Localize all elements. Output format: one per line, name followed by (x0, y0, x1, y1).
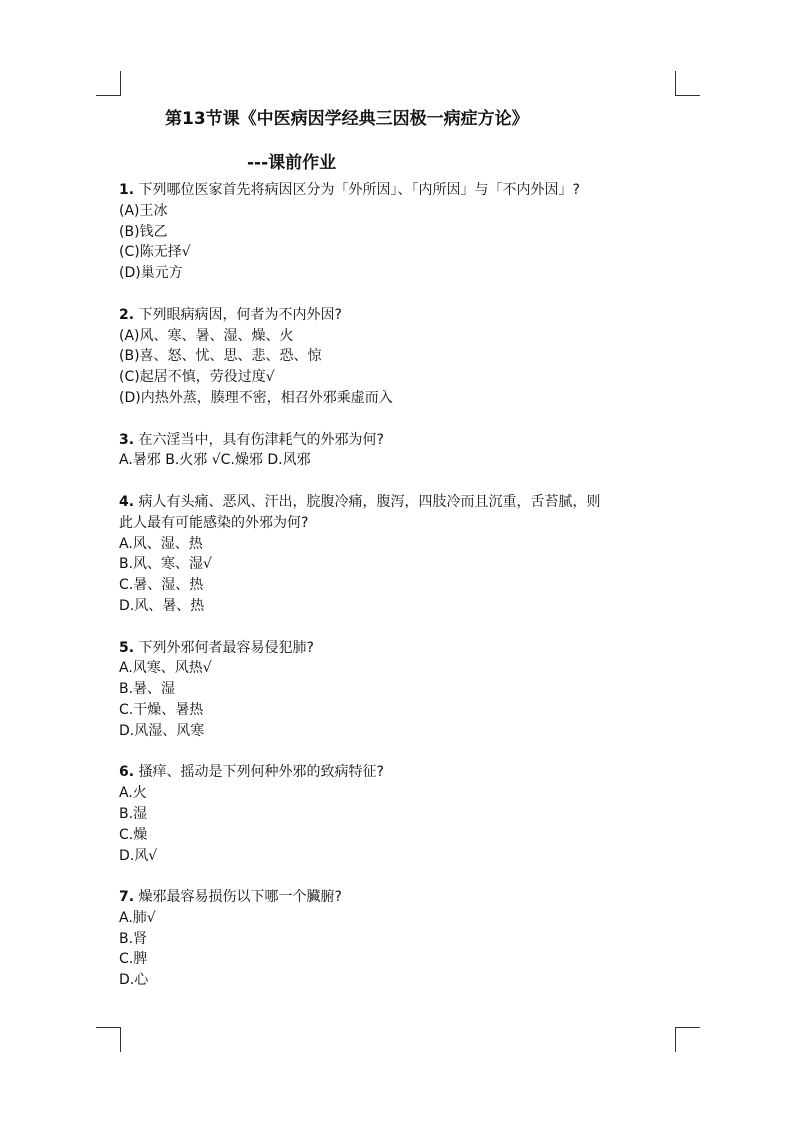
page-title: 第13节课《中医病因学经典三因极一病症方论》 (165, 109, 529, 129)
question-text (119, 430, 679, 451)
question-stem: 搔痒、摇动是下列何种外邪的致病特征? (138, 764, 384, 781)
question-stem: 在六淫当中，具有伤津耗气的外邪为何? (138, 431, 384, 448)
crop-mark-top-right (675, 71, 700, 96)
answer-option: D.风√ (119, 847, 158, 864)
question-number: 4. (119, 493, 135, 510)
question-number: 3. (119, 431, 135, 448)
answer-option: C.干燥、暑热 (119, 701, 204, 718)
question-7 (119, 887, 679, 991)
answer-option: C.暑、湿、热 (119, 577, 204, 594)
answer-option: A.风、湿、热 (119, 535, 203, 552)
answer-option: (A)王冰 (119, 202, 168, 219)
question-stem-continued: 此人最有可能感染的外邪为何? (119, 514, 309, 531)
crop-mark-top-left (96, 71, 121, 96)
answer-option: (B)喜、怒、忧、思、悲、恐、惊 (119, 348, 322, 365)
answer-option: (C)陈无择√ (119, 244, 191, 261)
question-stem: 下列哪位医家首先将病因区分为「外所因」、「内所因」与「不内外因」? (138, 182, 580, 198)
page-subtitle: ---课前作业 (247, 153, 337, 173)
answer-option: (B)钱乙 (119, 223, 168, 240)
question-number: 5. (119, 639, 135, 656)
answer-option: B.风、寒、湿√ (119, 556, 212, 573)
answer-option: A.风寒、风热√ (119, 660, 212, 677)
answer-option: (A)风、寒、暑、湿、燥、火 (119, 327, 294, 344)
answer-option: A.肺√ (119, 909, 156, 926)
answer-option: (D)巢元方 (119, 265, 183, 282)
answer-option: (C)起居不慎，劳役过度√ (119, 369, 275, 386)
question-1 (119, 180, 679, 284)
question-stem: 下列外邪何者最容易侵犯肺? (138, 639, 314, 656)
question-6 (119, 762, 679, 866)
question-number: 6. (119, 764, 135, 781)
crop-mark-bottom-left (96, 1027, 121, 1052)
answer-option: D.风湿、风寒 (119, 722, 205, 739)
question-list (119, 180, 679, 1012)
question-3 (119, 430, 679, 472)
answer-option: A.火 (119, 785, 147, 802)
question-2 (119, 305, 679, 409)
answer-option: C.脾 (119, 951, 148, 968)
answer-option: A.暑邪 B.火邪 √C.燥邪 D.风邪 (119, 452, 311, 469)
answer-option: (D)内热外蒸，腠理不密，相召外邪乘虚而入 (119, 389, 393, 406)
question-stem: 燥邪最容易损伤以下哪一个臟腑? (138, 889, 342, 906)
answer-option: D.风、暑、热 (119, 597, 205, 614)
question-number: 1. (119, 182, 135, 198)
question-text (119, 762, 679, 783)
question-stem: 下列眼病病因，何者为不内外因? (138, 306, 342, 323)
question-text (119, 492, 679, 513)
answer-option: B.暑、湿 (119, 681, 176, 698)
question-number: 2. (119, 306, 135, 323)
question-text (119, 305, 679, 326)
crop-mark-bottom-right (675, 1027, 700, 1052)
answer-option: B.肾 (119, 930, 148, 947)
answer-option: C.燥 (119, 826, 148, 843)
answer-option: D.心 (119, 972, 149, 989)
question-4 (119, 492, 679, 617)
question-text (119, 180, 679, 201)
question-text (119, 887, 679, 908)
answer-option: B.湿 (119, 805, 148, 822)
question-number: 7. (119, 889, 135, 906)
question-text (119, 638, 679, 659)
question-5 (119, 638, 679, 742)
question-stem: 病人有头痛、恶风、汗出，脘腹冷痛，腹泻，四肢冷而且沉重，舌苔腻，则 (138, 493, 601, 510)
